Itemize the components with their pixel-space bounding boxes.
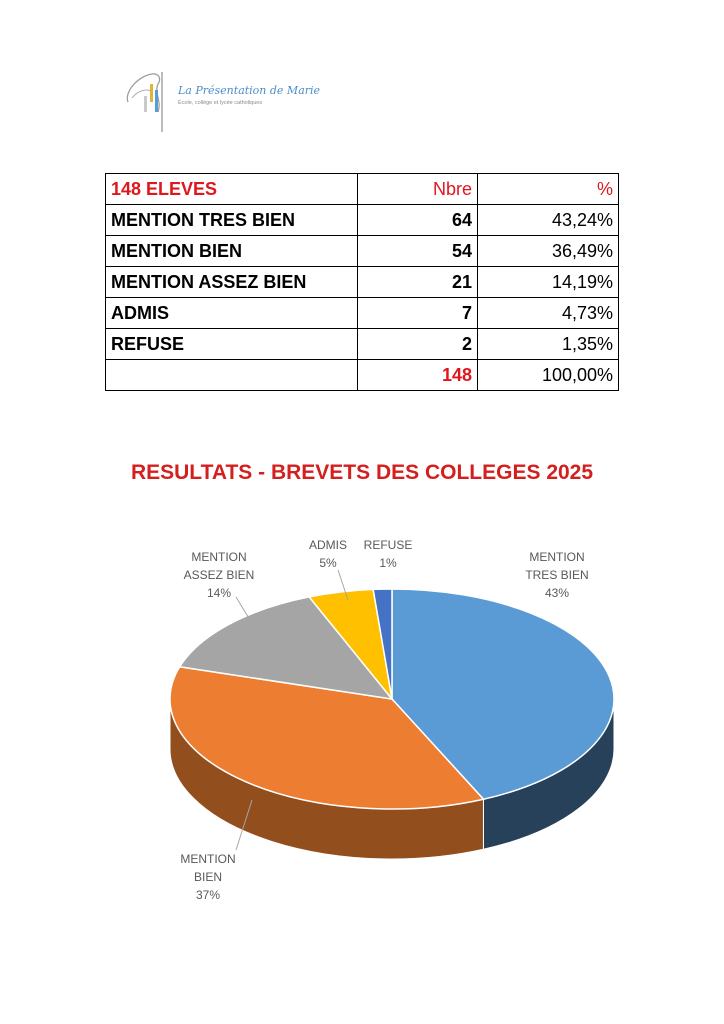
leader-line-assez-bien — [236, 597, 250, 620]
total-percent: 100,00% — [478, 360, 619, 391]
data-label-refuse: REFUSE — [363, 538, 413, 552]
data-label-bien: BIEN — [193, 870, 223, 884]
table-row — [106, 298, 619, 329]
row-percent: 36,49% — [478, 236, 619, 267]
row-label: REFUSE — [106, 329, 358, 360]
data-label-assez-bien: MENTION — [191, 550, 247, 564]
data-label-percent-assez-bien: 14% — [206, 586, 232, 600]
school-logo — [118, 62, 321, 136]
results-table — [105, 173, 619, 391]
row-count: 64 — [358, 205, 478, 236]
table-header-row — [106, 174, 619, 205]
logo-tagline: École, collège et lycée catholiques — [178, 100, 263, 106]
table-total-row — [106, 360, 619, 391]
row-count: 2 — [358, 329, 478, 360]
total-label — [106, 360, 358, 391]
pie-chart — [0, 520, 724, 920]
row-label: MENTION TRES BIEN — [106, 205, 358, 236]
data-label-percent-bien: 37% — [195, 888, 221, 902]
logo-mark-icon — [118, 62, 178, 136]
data-label-assez-bien: ASSEZ BIEN — [183, 568, 255, 582]
data-label-percent-tres-bien: 43% — [544, 586, 570, 600]
row-count: 54 — [358, 236, 478, 267]
row-percent: 14,19% — [478, 267, 619, 298]
chart-title: RESULTATS - BREVETS DES COLLEGES 2025 — [130, 461, 594, 484]
row-count: 21 — [358, 267, 478, 298]
row-label: ADMIS — [106, 298, 358, 329]
header-percent: % — [478, 174, 619, 205]
row-percent: 43,24% — [478, 205, 619, 236]
logo-name: La Présentation de Marie — [178, 84, 321, 97]
header-count: Nbre — [358, 174, 478, 205]
row-label: MENTION ASSEZ BIEN — [106, 267, 358, 298]
data-label-bien: MENTION — [180, 852, 236, 866]
header-students: 148 ELEVES — [106, 174, 358, 205]
row-count: 7 — [358, 298, 478, 329]
table-row — [106, 236, 619, 267]
table-row — [106, 329, 619, 360]
total-count: 148 — [358, 360, 478, 391]
table-row — [106, 267, 619, 298]
table-row — [106, 205, 619, 236]
row-percent: 1,35% — [478, 329, 619, 360]
row-percent: 4,73% — [478, 298, 619, 329]
data-label-percent-admis: 5% — [319, 556, 337, 570]
pie-slices — [170, 589, 614, 809]
data-label-percent-refuse: 1% — [379, 556, 397, 570]
row-label: MENTION BIEN — [106, 236, 358, 267]
data-label-admis: ADMIS — [308, 538, 348, 552]
data-label-tres-bien: MENTION — [529, 550, 585, 564]
data-label-tres-bien: TRES BIEN — [525, 568, 589, 582]
